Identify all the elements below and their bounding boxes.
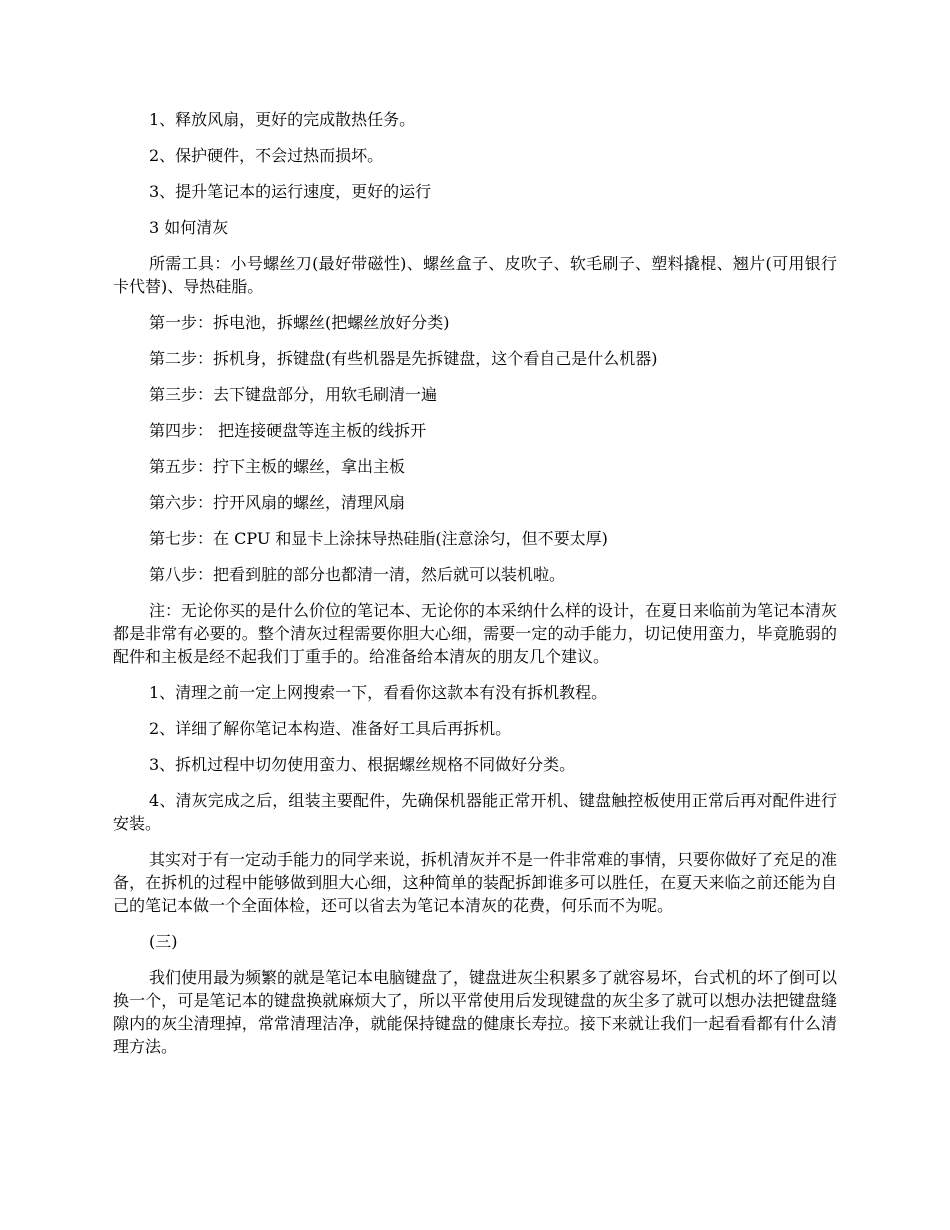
paragraph-tip-3: 3、拆机过程中切勿使用蛮力、根据螺丝规格不同做好分类。 [149,755,576,774]
paragraph-step-6: 第六步：拧开风扇的螺丝，清理风扇 [149,493,406,512]
paragraph-step-2: 第二步：拆机身，拆键盘(有些机器是先拆键盘，这个看自己是什么机器) [149,349,658,368]
paragraph-step-3: 第三步：去下键盘部分，用软毛刷清一遍 [149,385,438,404]
paragraph-keyboard-intro: 我们使用最为频繁的就是笔记本电脑键盘了，键盘进灰尘积累多了就容易坏，台式机的坏了倒可以换一个，可是笔记本的键盘换就麻烦大了，所以平常使用后发现键盘的灰尘多了就可以想办法把键盘缝隙内的灰尘清理掉，常常清理洁净，就能保持键盘的健康长寿拉。接下来就让我们一起看看都有什么清理方法。 [113,968,838,1056]
paragraph-benefit-3: 3、提升笔记本的运行速度，更好的运行 [149,182,432,201]
paragraph-step-5: 第五步：拧下主板的螺丝，拿出主板 [149,457,406,476]
paragraph-benefit-2: 2、保护硬件，不会过热而损坏。 [149,146,384,165]
paragraph-step-7: 第七步：在 CPU 和显卡上涂抹导热硅脂(注意涂匀，但不要太厚) [149,529,608,548]
paragraph-step-1: 第一步：拆电池，拆螺丝(把螺丝放好分类) [149,313,450,332]
paragraph-benefit-1: 1、释放风扇，更好的完成散热任务。 [149,110,416,129]
section-heading-how-to-clean: 3 如何清灰 [149,218,229,237]
paragraph-note: 注：无论你买的是什么价位的笔记本、无论你的本采纳什么样的设计，在夏日来临前为笔记本清灰都是非常有必要的。整个清灰过程需要你胆大心细，需要一定的动手能力，切记使用蛮力，毕竟脆弱的配件和主板是经不起我们丁重手的。给准备给本清灰的朋友几个建议。 [113,601,838,666]
paragraph-tip-4: 4、清灰完成之后，组装主要配件，先确保机器能正常开机、键盘触控板使用正常后再对配件进行安装。 [113,791,837,833]
paragraph-tools: 所需工具：小号螺丝刀(最好带磁性)、螺丝盒子、皮吹子、软毛刷子、塑料撬棍、翘片(可用银行卡代替)、导热硅脂。 [113,254,837,296]
paragraph-step-4: 第四步： 把连接硬盘等连主板的线拆开 [149,421,427,440]
document-page [113,108,837,1071]
paragraph-step-8: 第八步：把看到脏的部分也都清一清，然后就可以装机啦。 [149,565,566,584]
paragraph-tip-2: 2、详细了解你笔记本构造、准备好工具后再拆机。 [149,719,512,738]
paragraph-tip-1: 1、清理之前一定上网搜索一下，看看你这款本有没有拆机教程。 [149,683,608,702]
paragraph-conclusion: 其实对于有一定动手能力的同学来说，拆机清灰并不是一件非常难的事情，只要你做好了充足的准备，在拆机的过程中能够做到胆大心细，这种简单的装配拆卸谁多可以胜任，在夏天来临之前还能为自己的笔记本做一个全面体检，还可以省去为笔记本清灰的花费，何乐而不为呢。 [113,850,838,915]
section-heading-three: (三) [149,932,178,951]
